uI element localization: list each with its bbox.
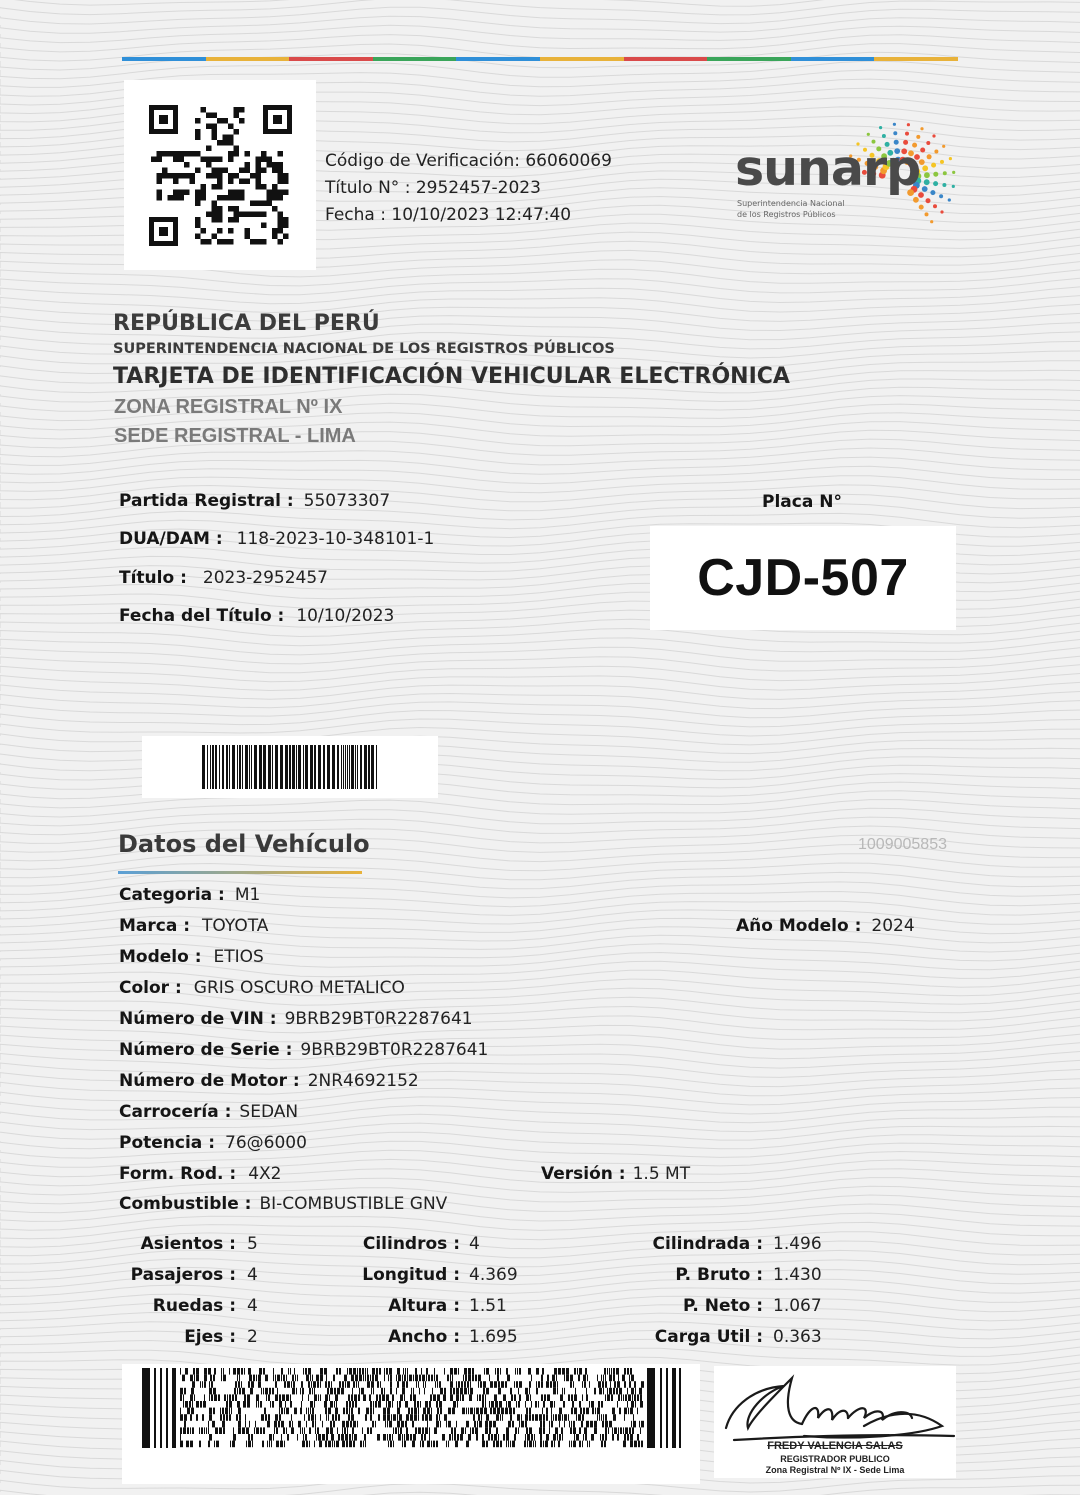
vehicle-section-title: Datos del Vehículo (118, 830, 370, 858)
ejes-label: Ejes : (184, 1327, 236, 1347)
categoria-label: Categoria : (119, 885, 225, 905)
color-value: GRIS OSCURO METALICO (193, 978, 405, 998)
combustible-row (119, 1194, 447, 1214)
dua-row (119, 529, 434, 549)
titulo-value: 2023-2952457 (202, 568, 328, 588)
qr-code (124, 80, 316, 270)
pbruto-label: P. Bruto : (675, 1265, 763, 1285)
carroceria-label: Carrocería : (119, 1102, 232, 1122)
carga-label: Carga Util : (654, 1327, 763, 1347)
combustible-value: BI-COMBUSTIBLE GNV (259, 1194, 448, 1214)
serie-row (119, 1040, 488, 1060)
partida-value: 55073307 (303, 491, 391, 511)
version-label: Versión : (541, 1164, 626, 1184)
titulo-row (119, 568, 328, 588)
logo-subtitle (737, 198, 877, 220)
altura-value: 1.51 (469, 1296, 507, 1316)
anio-row (736, 916, 915, 936)
modelo-value: ETIOS (213, 947, 264, 967)
marca-row (119, 916, 268, 936)
pbruto-value: 1.430 (773, 1265, 822, 1285)
color-label: Color : (119, 978, 182, 998)
ejes-value: 2 (247, 1327, 258, 1347)
serie-value: 9BRB29BT0R2287641 (300, 1040, 489, 1060)
verification-info (325, 148, 612, 229)
pdf417-barcode (122, 1364, 700, 1484)
sunarp-logo (735, 100, 975, 235)
partida-label: Partida Registral : (119, 491, 294, 511)
longitud-value: 4.369 (469, 1265, 518, 1285)
categoria-row (119, 885, 260, 905)
plate-label: Placa N° (762, 492, 842, 512)
ruedas-value: 4 (247, 1296, 258, 1316)
titulo-label: Título : (119, 568, 187, 588)
potencia-row (119, 1133, 307, 1153)
formrod-value: 4X2 (248, 1164, 282, 1184)
logo-subtitle-line1: Superintendencia Nacional (737, 199, 845, 208)
formrod-label: Form. Rod. : (119, 1164, 237, 1184)
motor-value: 2NR4692152 (307, 1071, 419, 1091)
dua-value: 118-2023-10-348101-1 (236, 529, 435, 549)
vin-label: Número de VIN : (119, 1009, 277, 1029)
color-row (119, 978, 405, 998)
registry-zone: ZONA REGISTRAL Nº IX (114, 396, 343, 418)
marca-label: Marca : (119, 916, 191, 936)
document-title: TARJETA DE IDENTIFICACIÓN VEHICULAR ELECTRÓNICA (113, 364, 790, 389)
longitud-label: Longitud : (362, 1265, 460, 1285)
color-stripe (122, 57, 958, 61)
pneto-label: P. Neto : (683, 1296, 763, 1316)
serie-label: Número de Serie : (119, 1040, 293, 1060)
ancho-label: Ancho : (388, 1327, 460, 1347)
title-number: Título N° : 2952457-2023 (325, 178, 541, 198)
verification-code: Código de Verificación: 66060069 (325, 151, 612, 171)
partida-row (119, 491, 390, 511)
registrar-office: Zona Registral Nº IX - Sede Lima (765, 1465, 905, 1475)
cilindros-label: Cilindros : (362, 1234, 460, 1254)
altura-label: Altura : (388, 1296, 460, 1316)
plate-number: CJD-507 (697, 549, 909, 607)
plate-box (650, 526, 956, 630)
asientos-value: 5 (247, 1234, 258, 1254)
modelo-row (119, 947, 264, 967)
handwritten-signature (714, 1366, 956, 1446)
anio-label: Año Modelo : (736, 916, 862, 936)
ruedas-label: Ruedas : (152, 1296, 236, 1316)
vin-value: 9BRB29BT0R2287641 (284, 1009, 473, 1029)
fecha-label: Fecha del Título : (119, 606, 285, 626)
potencia-label: Potencia : (119, 1133, 215, 1153)
carroceria-value: SEDAN (239, 1102, 299, 1122)
formrod-row (119, 1164, 281, 1184)
potencia-value: 76@6000 (225, 1133, 307, 1153)
categoria-value: M1 (234, 885, 261, 905)
agency-heading: SUPERINTENDENCIA NACIONAL DE LOS REGISTROS PÚBLICOS (113, 341, 615, 357)
cilindrada-value: 1.496 (773, 1234, 822, 1254)
pneto-value: 1.067 (773, 1296, 822, 1316)
motor-label: Número de Motor : (119, 1071, 300, 1091)
modelo-label: Modelo : (119, 947, 202, 967)
signature-block (714, 1366, 956, 1478)
country-heading: REPÚBLICA DEL PERÚ (113, 311, 380, 336)
ancho-value: 1.695 (469, 1327, 518, 1347)
logo-subtitle-line2: de los Registros Públicos (737, 210, 836, 219)
marca-value: TOYOTA (202, 916, 269, 936)
cilindros-value: 4 (469, 1234, 480, 1254)
anio-value: 2024 (871, 916, 915, 936)
version-row (541, 1164, 690, 1184)
barcode (142, 736, 438, 798)
registry-office: SEDE REGISTRAL - LIMA (114, 425, 356, 447)
version-value: 1.5 MT (632, 1164, 691, 1184)
section-underline (118, 871, 362, 874)
issue-date: Fecha : 10/10/2023 12:47:40 (325, 205, 572, 225)
registrar-name: FREDY VALENCIA SALAS (767, 1440, 903, 1452)
asientos-label: Asientos : (140, 1234, 236, 1254)
carroceria-row (119, 1102, 298, 1122)
fecha-value: 10/10/2023 (296, 606, 395, 626)
pasajeros-label: Pasajeros : (130, 1265, 236, 1285)
registrar-role: REGISTRADOR PUBLICO (780, 1454, 890, 1464)
card-serial-number: 1009005853 (858, 836, 947, 853)
carga-value: 0.363 (773, 1327, 822, 1347)
vin-row (119, 1009, 473, 1029)
fecha-row (119, 606, 394, 626)
dua-label: DUA/DAM : (119, 529, 223, 549)
motor-row (119, 1071, 419, 1091)
combustible-label: Combustible : (119, 1194, 252, 1214)
logo-wordmark: sunarp (735, 140, 921, 197)
cilindrada-label: Cilindrada : (652, 1234, 763, 1254)
pasajeros-value: 4 (247, 1265, 258, 1285)
